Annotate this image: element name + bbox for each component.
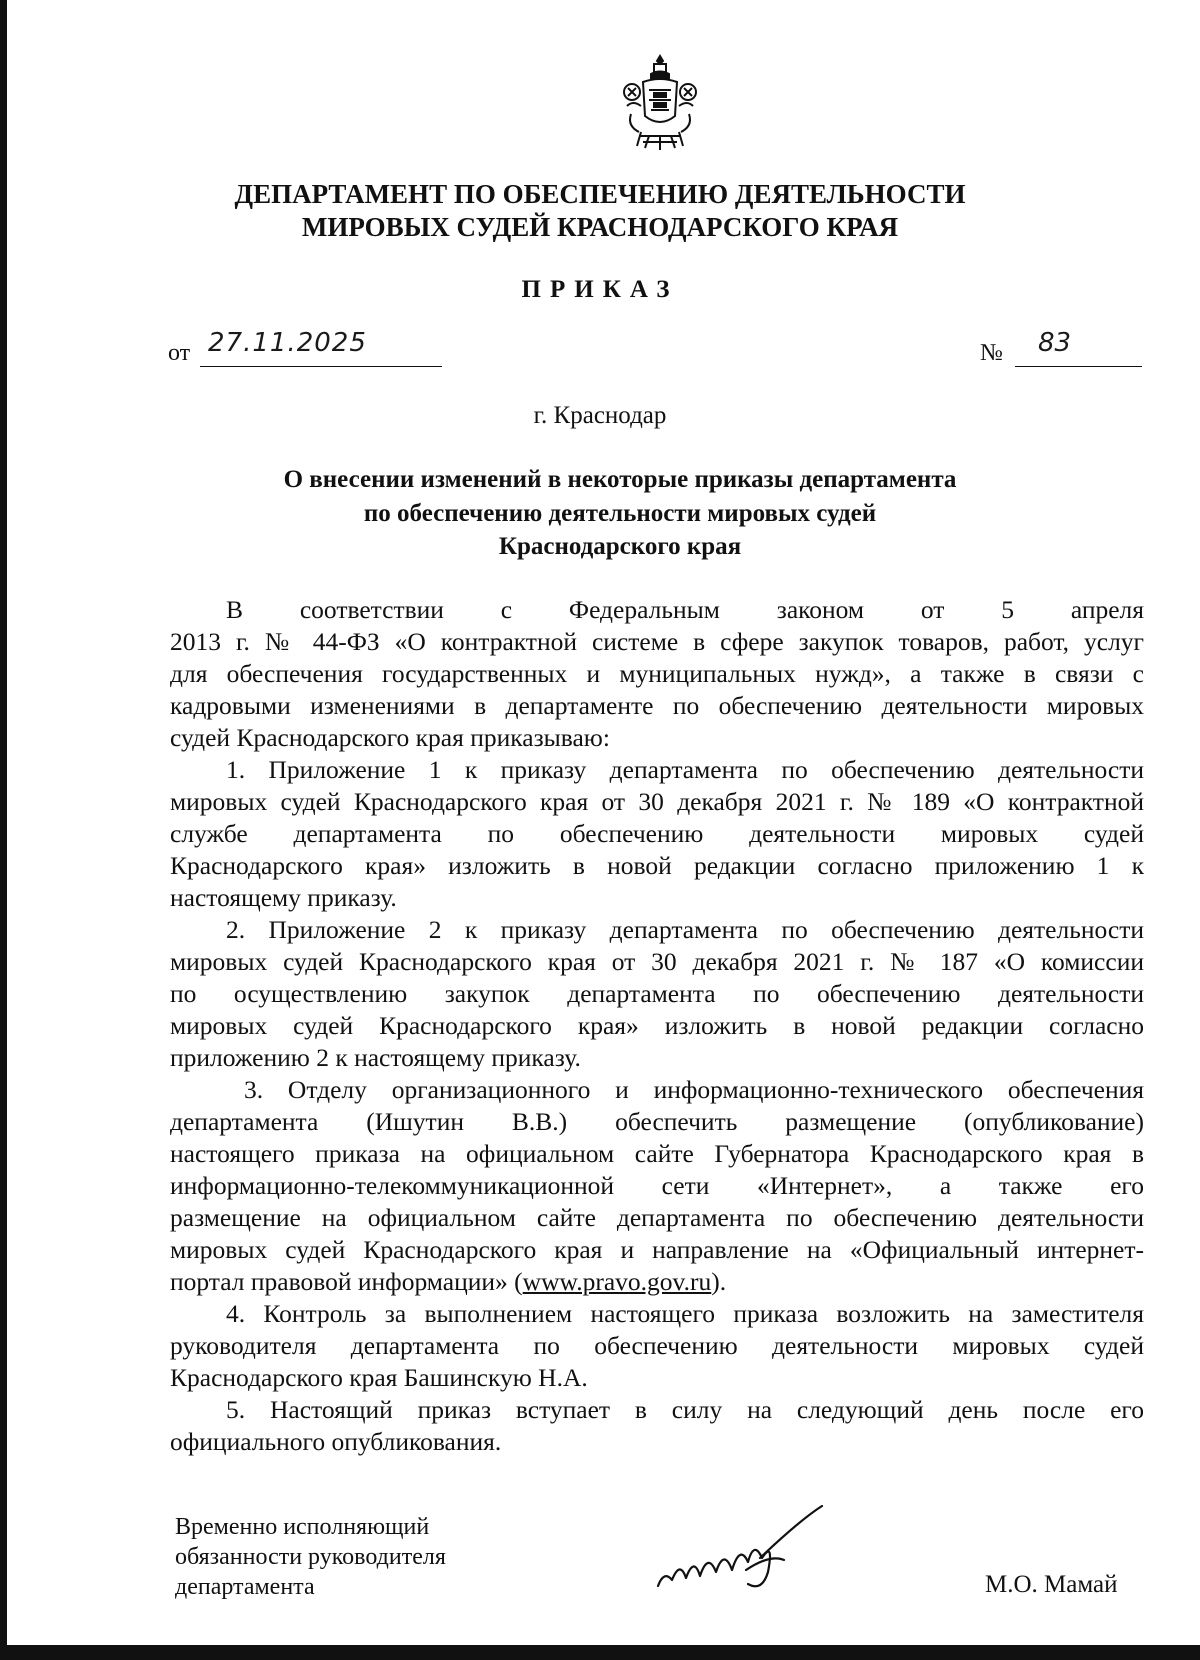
body-line: по осуществлению закупок департамента по обеспечению деятельности [170, 979, 1144, 1008]
body-line: размещение на официальном сайте департамента по обеспечению деятельности [170, 1203, 1144, 1232]
body-line: 3. Отделу организационного и информационно-технического обеспечения [244, 1075, 1144, 1104]
date-prefix: от [168, 340, 191, 366]
body-line [170, 1266, 1144, 1298]
signer-name: М.О. Мамай [985, 1571, 1118, 1598]
body-line: руководителя департамента по обеспечению деятельности мировых судей [170, 1331, 1144, 1360]
pravo-gov-link[interactable]: www.pravo.gov.ru [522, 1267, 712, 1296]
body-line: В соответствии с Федеральным законом от 5 апреля [226, 595, 1144, 624]
coat-of-arms-emblem [617, 52, 703, 152]
document-date: 27.11.2025 [208, 328, 367, 358]
body-line: мировых судей Краснодарского края» изложить в новой редакции согласно [170, 1011, 1144, 1040]
body-line: департамента (Ишутин В.В.) обеспечить размещение (опубликование) [170, 1107, 1144, 1136]
department-name-line-2: МИРОВЫХ СУДЕЙ КРАСНОДАРСКОГО КРАЯ [301, 212, 899, 242]
body-line: мировых судей Краснодарского края и направление на «Официальный интернет- [170, 1235, 1144, 1264]
body-line: для обеспечения государственных и муниципальных нужд», а также в связи с [170, 659, 1144, 688]
body-line: настоящего приказа на официальном сайте Губернатора Краснодарского края в [170, 1139, 1144, 1168]
body-line: приложению 2 к настоящему приказу. [170, 1043, 581, 1072]
body-line: Краснодарского края Башинскую Н.А. [170, 1363, 588, 1392]
subject-line: Краснодарского края [498, 533, 742, 560]
date-underline [200, 366, 442, 367]
document-type-title: ПРИКАЗ [521, 276, 679, 303]
body-line-tail: ). [711, 1267, 727, 1296]
body-line: информационно-телекоммуникационной сети «Интернет», а также его [170, 1171, 1144, 1200]
signer-title-line: Временно исполняющий [175, 1514, 430, 1540]
body-line: кадровыми изменениями в департаменте по обеспечению деятельности мировых [170, 691, 1144, 720]
handwritten-signature [650, 1500, 850, 1605]
body-line: настоящему приказу. [170, 883, 397, 912]
department-name-line-1: ДЕПАРТАМЕНТ ПО ОБЕСПЕЧЕНИЮ ДЕЯТЕЛЬНОСТИ [234, 179, 966, 209]
body-line: службе департамента по обеспечению деятельности мировых судей [170, 819, 1144, 848]
body-line: 2. Приложение 2 к приказу департамента по обеспечению деятельности [226, 915, 1144, 944]
body-line: официального опубликования. [170, 1427, 502, 1456]
document-number: 83 [1038, 328, 1072, 358]
number-prefix: № [980, 340, 1003, 366]
signer-title-line: обязанности руководителя [175, 1544, 446, 1570]
body-line: 5. Настоящий приказ вступает в силу на следующий день после его [226, 1395, 1144, 1424]
signer-title-line: департамента [175, 1574, 315, 1600]
body-line: 1. Приложение 1 к приказу департамента по обеспечению деятельности [226, 755, 1144, 784]
body-line: мировых судей Краснодарского края от 30 декабря 2021 г. № 189 «О контрактной [170, 787, 1144, 816]
body-line: мировых судей Краснодарского края от 30 декабря 2021 г. № 187 «О комиссии [170, 947, 1144, 976]
subject-line: по обеспечению деятельности мировых судей [363, 500, 877, 527]
body-line: судей Краснодарского края приказываю: [170, 723, 610, 752]
scan-bottom-border [0, 1645, 1200, 1660]
number-underline [1015, 366, 1142, 367]
body-line: Краснодарского края» изложить в новой редакции согласно приложению 1 к [170, 851, 1144, 880]
body-line: 4. Контроль за выполнением настоящего приказа возложить на заместителя [226, 1299, 1144, 1328]
body-line-text: портал правовой информации» ( [170, 1267, 523, 1296]
subject-line: О внесении изменений в некоторые приказы департамента [283, 466, 957, 493]
scan-left-border [0, 0, 7, 1660]
city-line: г. Краснодар [533, 402, 667, 429]
body-line: 2013 г. № 44-ФЗ «О контрактной системе в сфере закупок товаров, работ, услуг [170, 627, 1144, 656]
